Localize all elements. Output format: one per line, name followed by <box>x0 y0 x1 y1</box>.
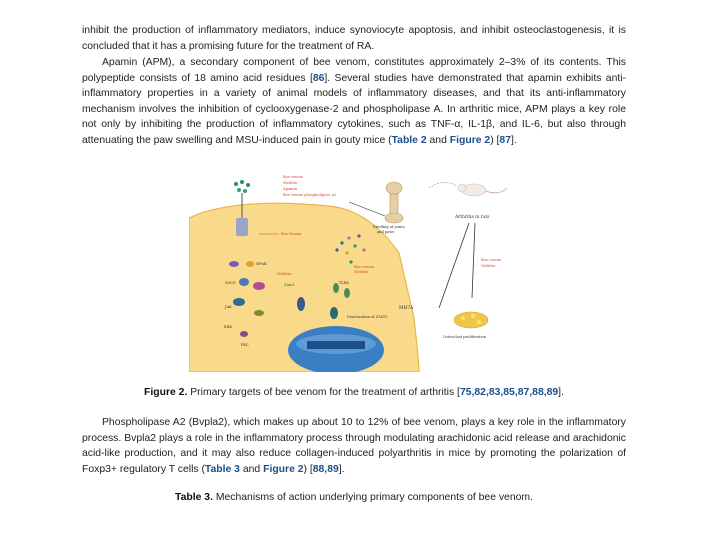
stat3-label: Deactivation of STAT3 <box>347 315 388 319</box>
paragraph-text: ]. <box>510 134 517 146</box>
caption-end: ]. <box>558 387 564 398</box>
paragraph-phospholipase <box>82 415 626 477</box>
paragraph-text: ]. <box>338 463 345 475</box>
joint-illustration <box>385 182 403 223</box>
mh7a-label: MH7A <box>399 306 414 311</box>
box-line-1: Bee venom <box>283 175 304 179</box>
table-3-caption <box>82 492 626 503</box>
cox2-label: Cox-2 <box>284 283 295 287</box>
figure-diagram <box>189 158 519 372</box>
citation-link[interactable]: 86 <box>312 72 325 84</box>
paragraph-text: Phospholipase A2 (Bvpla2), which makes up about 10 to 12% of bee venom, plays a key role in the inflammatory process. Bvpla2 plays a role in the inflammatory process through modulating arachidonic acid release and arachidonic acid-like production, and it may also reduce collagen-induced polyarthritis in mice by promoting the polarization of Foxp3+ regulatory T cells ( <box>82 417 626 475</box>
nfkb-label: NFκB <box>256 262 267 266</box>
figure-2-link[interactable]: Figure 2 <box>449 134 491 146</box>
jak-label: JAK <box>225 305 232 309</box>
melittin-inner-label: Melittin <box>277 272 292 276</box>
tlr-label: TLR4 <box>339 281 349 285</box>
bee-venom-inner-label: Bee Venom <box>281 232 302 236</box>
paragraph-text: and <box>239 463 264 475</box>
paragraph-1-text: inhibit the production of inflammatory mediators, induce synoviocyte apoptosis, and inhibit osteoclastogenesis, it is concluded that it has a promising future for the treatment of RA. <box>82 25 626 52</box>
paragraph-text: and <box>426 134 450 146</box>
bee-venom-center-label: Bee venom <box>354 265 375 269</box>
box-line-3: Apamin <box>283 187 297 191</box>
paragraph-text: Apamin (APM), a secondary component of bee venom, constitutes approximately 2–3% of its contents. This polypeptide consists of 18 amino acid residues [ <box>82 57 626 84</box>
paragraph-text: ]. Several studies have demonstrated that apamin exhibits anti-inflammatory properties in a variety of animal models of inflammatory diseases, and that its anti-inflammatory mechanism involves the inhibition of cyclooxygenase-2 and phospholipase A. In arthritic mice, APM plays a key role not only by inhibiting the production of inflammatory cytokines, such as TNF-α, IL-1β, and IL-6, but also through attenuating the paw swelling and MSU-induced pain in gouty mice ( <box>82 72 626 146</box>
table-2-link[interactable]: Table 2 <box>391 134 427 146</box>
paragraph-1 <box>82 23 626 54</box>
swelling-line-1: Swelling of joints <box>373 225 405 229</box>
figure-2-image[interactable] <box>189 158 519 372</box>
table-3-link[interactable]: Table 3 <box>204 463 240 475</box>
citation-link[interactable]: 75,82,83,85,87,88,89 <box>459 387 559 398</box>
paragraph-apamin <box>82 55 626 149</box>
caption-text: Primary targets of bee venom for the treatment of arthritis [ <box>187 387 460 398</box>
box-line-2: Melittin <box>283 181 298 185</box>
citation-link[interactable]: 88,89 <box>312 463 339 475</box>
socs-label: SOCS <box>225 281 236 285</box>
caption-text: Mechanisms of action underlying primary components of bee venom. <box>212 492 533 503</box>
figure-2-caption <box>82 387 626 398</box>
arrow-to-mh7a <box>439 223 469 308</box>
melittin-center-label: Melittin <box>354 270 369 274</box>
rat-illustration <box>429 182 507 196</box>
arthritis-in-rats-label: Arthritis in rats <box>455 215 490 220</box>
swelling-line-2: and paws <box>377 230 395 234</box>
figure-2-link[interactable]: Figure 2 <box>263 463 304 475</box>
citation-link[interactable]: 87 <box>499 134 511 146</box>
osteoclast-proliferation-label: Osteoclast proliferation <box>443 335 487 339</box>
box-line-4: Bee venom phospholipase A2 <box>283 193 337 197</box>
caption-label: Figure 2. <box>144 387 188 398</box>
bee-venom-right-label: Bee venom <box>481 258 502 262</box>
erk-label: ERK <box>224 325 233 329</box>
paragraph-text: ) [ <box>303 463 313 475</box>
pkc-label: PKC <box>241 343 249 347</box>
arrow-to-osteoclast <box>472 223 475 298</box>
osteoclast-illustration <box>454 312 488 328</box>
dna-strand <box>307 341 365 349</box>
caption-label: Table 3. <box>175 492 213 503</box>
paragraph-text: ) [ <box>490 134 500 146</box>
melittin-right-label: Melittin <box>481 264 496 268</box>
